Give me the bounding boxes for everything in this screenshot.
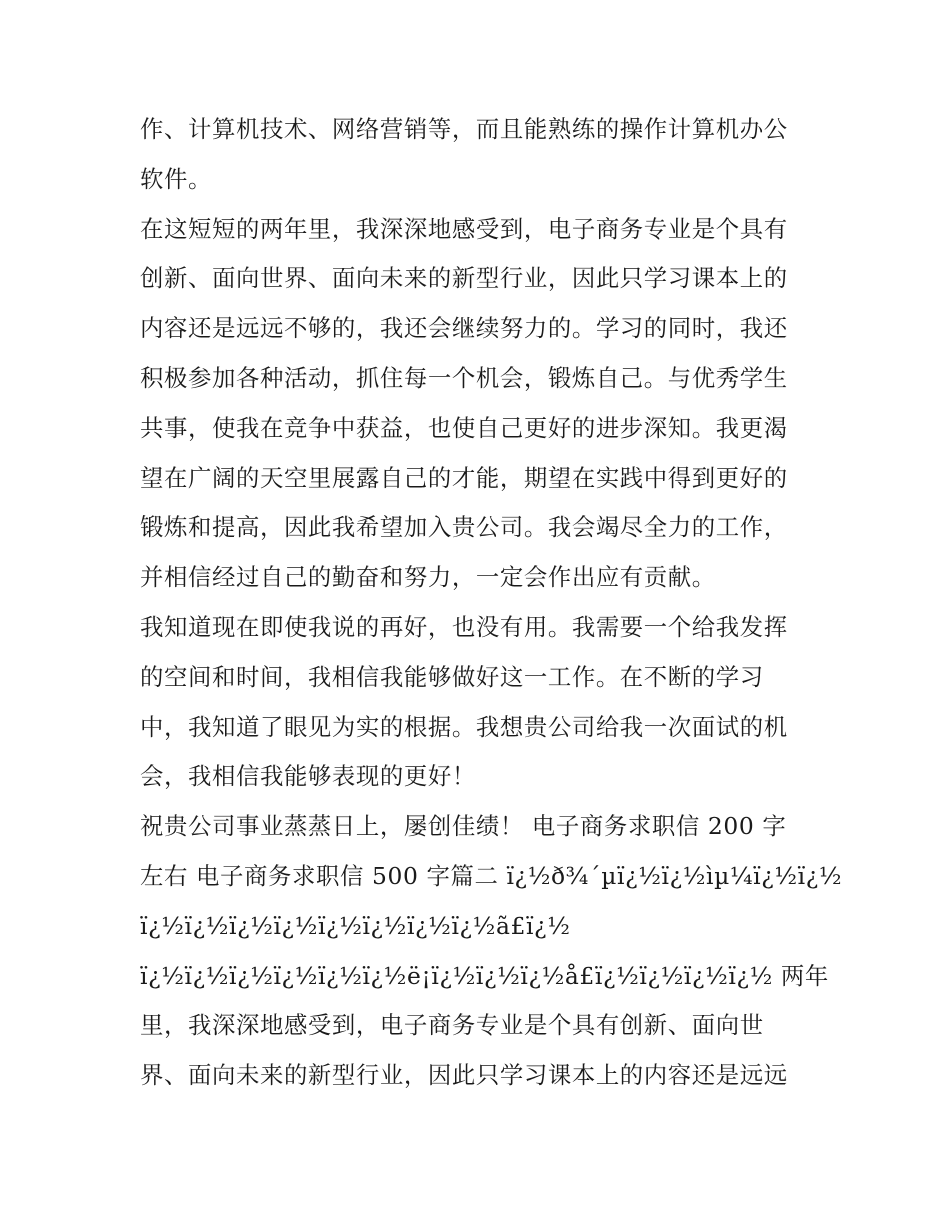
text-line: 创新、面向世界、面向未来的新型行业，因此只学习课本上的 xyxy=(140,264,788,293)
text-line: 中，我知道了眼见为实的根据。我想贵公司给我一次面试的机 xyxy=(140,712,788,741)
text-line: 并相信经过自己的勤奋和努力，一定会作出应有贡献。 xyxy=(140,563,716,592)
text-line: 会，我相信我能够表现的更好！ xyxy=(140,762,476,791)
text-line: 共事，使我在竞争中获益，也使自己更好的进步深知。我更渴 xyxy=(140,413,788,442)
text-line: 在这短短的两年里，我深深地感受到，电子商务专业是个具有 xyxy=(140,214,788,243)
text-line: ï¿½ï¿½ï¿½ï¿½ï¿½ï¿½ï¿½ï¿½ã£ï¿½ xyxy=(140,911,571,940)
text-line: 作、计算机技术、网络营销等，而且能熟练的操作计算机办公 xyxy=(140,115,788,143)
text-line: 里，我深深地感受到，电子商务专业是个具有创新、面向世 xyxy=(140,1011,764,1040)
text-line: 左右 电子商务求职信 500 字篇二 ï¿½ð¾´µï¿½ï¿½ìµ¼ï¿½ï¿½ xyxy=(140,861,843,890)
text-line: 祝贵公司事业蒸蒸日上，屡创佳绩！ 电子商务求职信 200 字 xyxy=(140,812,787,841)
text-line: 我知道现在即使我说的再好，也没有用。我需要一个给我发挥 xyxy=(140,612,788,641)
text-line: 锻炼和提高，因此我希望加入贵公司。我会竭尽全力的工作， xyxy=(140,513,788,542)
text-line: 软件。 xyxy=(140,164,212,193)
text-line: 积极参加各种活动，抓住每一个机会，锻炼自己。与优秀学生 xyxy=(140,363,788,392)
text-line: 望在广阔的天空里展露自己的才能，期望在实践中得到更好的 xyxy=(140,463,788,492)
text-line: 的空间和时间，我相信我能够做好这一工作。在不断的学习 xyxy=(140,662,764,691)
body-text xyxy=(140,105,843,1101)
text-line: 内容还是远远不够的，我还会继续努力的。学习的同时，我还 xyxy=(140,314,788,343)
text-line: ï¿½ï¿½ï¿½ï¿½ï¿½ï¿½ë¡ï¿½ï¿½ï¿½å£ï¿½ï¿½ï¿½ï¿½ 两年 xyxy=(140,961,829,990)
text-line: 界、面向未来的新型行业，因此只学习课本上的内容还是远远 xyxy=(140,1061,788,1090)
